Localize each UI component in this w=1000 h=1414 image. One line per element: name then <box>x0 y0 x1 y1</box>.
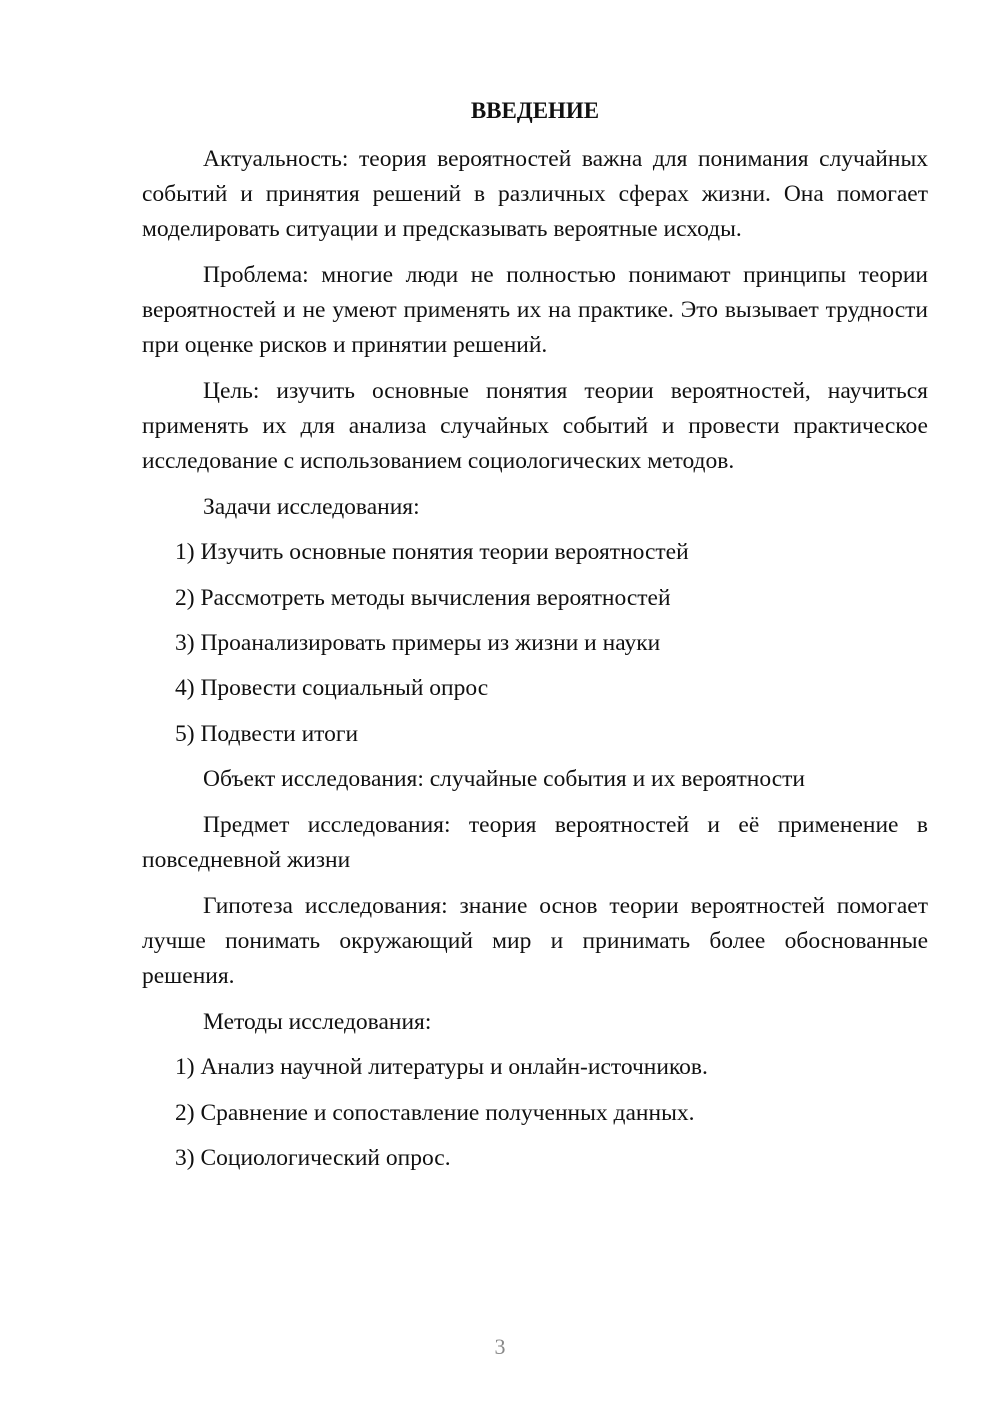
tasks-heading: Задачи исследования: <box>203 494 420 520</box>
task-item: 3) Проанализировать примеры из жизни и науки <box>175 630 661 656</box>
task-item: 1) Изучить основные понятия теории вероятностей <box>175 539 689 565</box>
method-item: 1) Анализ научной литературы и онлайн-источников. <box>175 1054 708 1080</box>
task-item: 2) Рассмотреть методы вычисления вероятностей <box>175 585 671 611</box>
method-item: 2) Сравнение и сопоставление полученных данных. <box>175 1100 695 1126</box>
subject-paragraph: Предмет исследования: теория вероятностей и её применение в повседневной жизни <box>142 812 928 873</box>
page-number: 3 <box>494 1334 506 1359</box>
goal-paragraph: Цель: изучить основные понятия теории вероятностей, научиться применять их для анализа случайных событий и провести практическое исследование с использованием социологических методов. <box>142 378 928 474</box>
section-title: ВВЕДЕНИЕ <box>470 98 600 123</box>
task-item: 4) Провести социальный опрос <box>175 675 489 701</box>
methods-heading: Методы исследования: <box>203 1009 432 1035</box>
task-item: 5) Подвести итоги <box>175 721 359 747</box>
method-item: 3) Социологический опрос. <box>175 1145 451 1171</box>
relevance-paragraph: Актуальность: теория вероятностей важна для понимания случайных событий и принятия решений в различных сферах жизни. Она помогает моделировать ситуации и предсказывать вероятные исходы. <box>142 146 928 242</box>
problem-paragraph: Проблема: многие люди не полностью понимают принципы теории вероятностей и не умеют применять их на практике. Это вызывает трудности при оценке рисков и принятии решений. <box>142 262 928 358</box>
hypothesis-paragraph: Гипотеза исследования: знание основ теории вероятностей помогает лучше понимать окружающий мир и принимать более обоснованные решения. <box>142 893 928 989</box>
object-paragraph: Объект исследования: случайные события и их вероятности <box>203 766 805 792</box>
